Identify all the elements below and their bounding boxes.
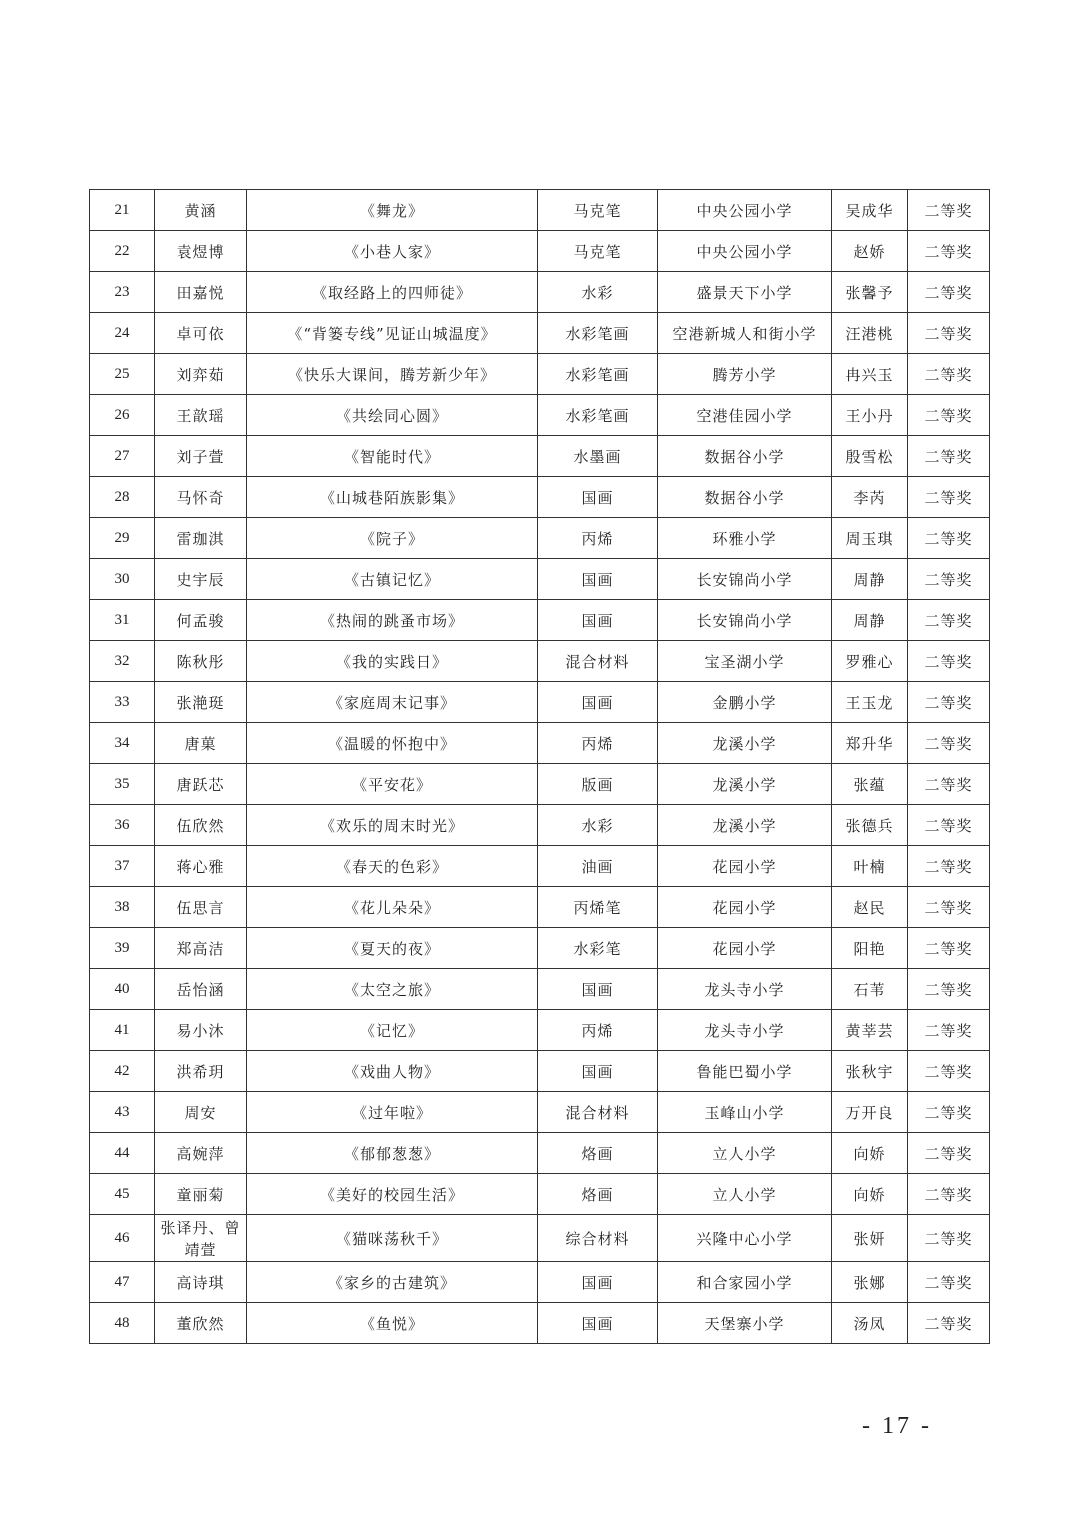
artwork-title: 《我的实践日》 [247, 641, 538, 682]
artwork-title: 《过年啦》 [247, 1092, 538, 1133]
art-medium: 水彩笔画 [538, 313, 658, 354]
school-name: 立人小学 [658, 1174, 832, 1215]
award-level: 二等奖 [908, 887, 990, 928]
table-row [90, 969, 990, 1010]
school-name: 鲁能巴蜀小学 [658, 1051, 832, 1092]
award-level: 二等奖 [908, 272, 990, 313]
student-name: 何孟骏 [155, 600, 247, 641]
table-row [90, 559, 990, 600]
entry-number: 41 [90, 1010, 155, 1051]
entry-number: 21 [90, 190, 155, 231]
award-level: 二等奖 [908, 395, 990, 436]
artwork-title: 《古镇记忆》 [247, 559, 538, 600]
art-medium: 水彩笔 [538, 928, 658, 969]
teacher-name: 张蕴 [832, 764, 908, 805]
entry-number: 23 [90, 272, 155, 313]
artwork-title: 《“背篓专线”见证山城温度》 [247, 313, 538, 354]
artwork-title: 《郁郁葱葱》 [247, 1133, 538, 1174]
table-row [90, 723, 990, 764]
art-medium: 国画 [538, 600, 658, 641]
teacher-name: 李芮 [832, 477, 908, 518]
school-name: 盛景天下小学 [658, 272, 832, 313]
teacher-name: 阳艳 [832, 928, 908, 969]
award-level: 二等奖 [908, 518, 990, 559]
art-medium: 国画 [538, 682, 658, 723]
artwork-title: 《夏天的夜》 [247, 928, 538, 969]
award-level: 二等奖 [908, 1133, 990, 1174]
teacher-name: 赵娇 [832, 231, 908, 272]
school-name: 龙头寺小学 [658, 969, 832, 1010]
table-row [90, 1262, 990, 1303]
entry-number: 39 [90, 928, 155, 969]
teacher-name: 张娜 [832, 1262, 908, 1303]
school-name: 龙头寺小学 [658, 1010, 832, 1051]
artwork-title: 《院子》 [247, 518, 538, 559]
art-medium: 丙烯 [538, 518, 658, 559]
student-name: 岳怡涵 [155, 969, 247, 1010]
school-name: 金鹏小学 [658, 682, 832, 723]
award-level: 二等奖 [908, 723, 990, 764]
award-level: 二等奖 [908, 190, 990, 231]
award-list-table [89, 189, 990, 1344]
table-row [90, 887, 990, 928]
award-level: 二等奖 [908, 1215, 990, 1262]
page-number: - 17 - [862, 1413, 932, 1439]
entry-number: 37 [90, 846, 155, 887]
entry-number: 28 [90, 477, 155, 518]
entry-number: 44 [90, 1133, 155, 1174]
artwork-title: 《戏曲人物》 [247, 1051, 538, 1092]
entry-number: 31 [90, 600, 155, 641]
art-medium: 综合材料 [538, 1215, 658, 1262]
teacher-name: 冉兴玉 [832, 354, 908, 395]
teacher-name: 王小丹 [832, 395, 908, 436]
artwork-title: 《猫咪荡秋千》 [247, 1215, 538, 1262]
student-name: 高婉萍 [155, 1133, 247, 1174]
award-level: 二等奖 [908, 1174, 990, 1215]
school-name: 玉峰山小学 [658, 1092, 832, 1133]
entry-number: 30 [90, 559, 155, 600]
table-row [90, 1303, 990, 1344]
table-row [90, 190, 990, 231]
art-medium: 国画 [538, 477, 658, 518]
art-medium: 烙画 [538, 1174, 658, 1215]
school-name: 兴隆中心小学 [658, 1215, 832, 1262]
table-row [90, 1215, 990, 1262]
student-name: 史宇辰 [155, 559, 247, 600]
entry-number: 27 [90, 436, 155, 477]
table-row [90, 805, 990, 846]
teacher-name: 周静 [832, 559, 908, 600]
student-name: 童丽菊 [155, 1174, 247, 1215]
teacher-name: 张妍 [832, 1215, 908, 1262]
award-level: 二等奖 [908, 764, 990, 805]
table-row [90, 1174, 990, 1215]
school-name: 宝圣湖小学 [658, 641, 832, 682]
school-name: 和合家园小学 [658, 1262, 832, 1303]
award-level: 二等奖 [908, 805, 990, 846]
student-name: 田嘉悦 [155, 272, 247, 313]
school-name: 花园小学 [658, 887, 832, 928]
art-medium: 国画 [538, 1051, 658, 1092]
table-row [90, 682, 990, 723]
school-name: 数据谷小学 [658, 477, 832, 518]
art-medium: 国画 [538, 1303, 658, 1344]
school-name: 花园小学 [658, 928, 832, 969]
entry-number: 33 [90, 682, 155, 723]
artwork-title: 《鱼悦》 [247, 1303, 538, 1344]
student-name: 郑高洁 [155, 928, 247, 969]
art-medium: 版画 [538, 764, 658, 805]
table-row [90, 1051, 990, 1092]
school-name: 花园小学 [658, 846, 832, 887]
school-name: 中央公园小学 [658, 190, 832, 231]
teacher-name: 万开良 [832, 1092, 908, 1133]
teacher-name: 张馨予 [832, 272, 908, 313]
artwork-title: 《美好的校园生活》 [247, 1174, 538, 1215]
teacher-name: 石苇 [832, 969, 908, 1010]
entry-number: 38 [90, 887, 155, 928]
artwork-title: 《快乐大课间，腾芳新少年》 [247, 354, 538, 395]
art-medium: 丙烯笔 [538, 887, 658, 928]
student-name: 刘子萱 [155, 436, 247, 477]
artwork-title: 《春天的色彩》 [247, 846, 538, 887]
teacher-name: 殷雪松 [832, 436, 908, 477]
art-medium: 丙烯 [538, 723, 658, 764]
entry-number: 22 [90, 231, 155, 272]
student-name: 唐跃芯 [155, 764, 247, 805]
school-name: 龙溪小学 [658, 805, 832, 846]
award-level: 二等奖 [908, 1051, 990, 1092]
teacher-name: 汪港桃 [832, 313, 908, 354]
teacher-name: 罗雅心 [832, 641, 908, 682]
artwork-title: 《平安花》 [247, 764, 538, 805]
entry-number: 42 [90, 1051, 155, 1092]
award-level: 二等奖 [908, 231, 990, 272]
table-row [90, 436, 990, 477]
school-name: 天堡寨小学 [658, 1303, 832, 1344]
table-row [90, 395, 990, 436]
art-medium: 水彩 [538, 272, 658, 313]
student-name: 黄涵 [155, 190, 247, 231]
artwork-title: 《温暖的怀抱中》 [247, 723, 538, 764]
art-medium: 混合材料 [538, 641, 658, 682]
student-name: 唐菓 [155, 723, 247, 764]
teacher-name: 张德兵 [832, 805, 908, 846]
art-medium: 水彩 [538, 805, 658, 846]
art-medium: 烙画 [538, 1133, 658, 1174]
table-row [90, 928, 990, 969]
award-level: 二等奖 [908, 436, 990, 477]
student-name: 洪希玥 [155, 1051, 247, 1092]
entry-number: 43 [90, 1092, 155, 1133]
table-row [90, 1010, 990, 1051]
teacher-name: 周静 [832, 600, 908, 641]
student-name: 王歆瑶 [155, 395, 247, 436]
award-level: 二等奖 [908, 477, 990, 518]
teacher-name: 向娇 [832, 1133, 908, 1174]
art-medium: 油画 [538, 846, 658, 887]
student-name: 董欣然 [155, 1303, 247, 1344]
award-level: 二等奖 [908, 1092, 990, 1133]
school-name: 立人小学 [658, 1133, 832, 1174]
artwork-title: 《热闹的跳蚤市场》 [247, 600, 538, 641]
entry-number: 40 [90, 969, 155, 1010]
school-name: 长安锦尚小学 [658, 600, 832, 641]
entry-number: 29 [90, 518, 155, 559]
entry-number: 24 [90, 313, 155, 354]
award-level: 二等奖 [908, 682, 990, 723]
student-name: 伍欣然 [155, 805, 247, 846]
entry-number: 26 [90, 395, 155, 436]
artwork-title: 《家乡的古建筑》 [247, 1262, 538, 1303]
table-row [90, 846, 990, 887]
entry-number: 48 [90, 1303, 155, 1344]
student-name: 陈秋彤 [155, 641, 247, 682]
art-medium: 马克笔 [538, 190, 658, 231]
award-level: 二等奖 [908, 928, 990, 969]
artwork-title: 《家庭周末记事》 [247, 682, 538, 723]
table-row [90, 231, 990, 272]
award-level: 二等奖 [908, 1262, 990, 1303]
table-row [90, 518, 990, 559]
student-name: 蒋心雅 [155, 846, 247, 887]
student-name: 张滟珽 [155, 682, 247, 723]
award-level: 二等奖 [908, 1303, 990, 1344]
teacher-name: 郑升华 [832, 723, 908, 764]
school-name: 长安锦尚小学 [658, 559, 832, 600]
teacher-name: 张秋宇 [832, 1051, 908, 1092]
art-medium: 国画 [538, 969, 658, 1010]
table-row [90, 354, 990, 395]
artwork-title: 《欢乐的周末时光》 [247, 805, 538, 846]
school-name: 空港佳园小学 [658, 395, 832, 436]
table-row [90, 600, 990, 641]
artwork-title: 《取经路上的四师徒》 [247, 272, 538, 313]
entry-number: 35 [90, 764, 155, 805]
award-level: 二等奖 [908, 313, 990, 354]
student-name: 马怀奇 [155, 477, 247, 518]
student-name: 伍思言 [155, 887, 247, 928]
award-level: 二等奖 [908, 600, 990, 641]
student-name: 周安 [155, 1092, 247, 1133]
school-name: 环雅小学 [658, 518, 832, 559]
student-name: 卓可依 [155, 313, 247, 354]
school-name: 腾芳小学 [658, 354, 832, 395]
teacher-name: 向娇 [832, 1174, 908, 1215]
table-row [90, 313, 990, 354]
art-medium: 水墨画 [538, 436, 658, 477]
artwork-title: 《小巷人家》 [247, 231, 538, 272]
award-level: 二等奖 [908, 641, 990, 682]
award-level: 二等奖 [908, 559, 990, 600]
artwork-title: 《舞龙》 [247, 190, 538, 231]
art-medium: 国画 [538, 559, 658, 600]
student-name: 袁煜博 [155, 231, 247, 272]
artwork-title: 《花儿朵朵》 [247, 887, 538, 928]
art-medium: 丙烯 [538, 1010, 658, 1051]
teacher-name: 王玉龙 [832, 682, 908, 723]
table-body [90, 190, 990, 1344]
teacher-name: 吴成华 [832, 190, 908, 231]
artwork-title: 《山城巷陌族影集》 [247, 477, 538, 518]
entry-number: 47 [90, 1262, 155, 1303]
student-name: 刘弈茹 [155, 354, 247, 395]
award-level: 二等奖 [908, 846, 990, 887]
table-row [90, 477, 990, 518]
award-level: 二等奖 [908, 354, 990, 395]
school-name: 龙溪小学 [658, 723, 832, 764]
award-level: 二等奖 [908, 1010, 990, 1051]
entry-number: 46 [90, 1215, 155, 1262]
art-medium: 水彩笔画 [538, 395, 658, 436]
art-medium: 水彩笔画 [538, 354, 658, 395]
artwork-title: 《智能时代》 [247, 436, 538, 477]
table-row [90, 641, 990, 682]
table-row [90, 764, 990, 805]
school-name: 中央公园小学 [658, 231, 832, 272]
school-name: 龙溪小学 [658, 764, 832, 805]
teacher-name: 周玉琪 [832, 518, 908, 559]
school-name: 空港新城人和街小学 [658, 313, 832, 354]
teacher-name: 黄莘芸 [832, 1010, 908, 1051]
artwork-title: 《太空之旅》 [247, 969, 538, 1010]
student-name: 高诗琪 [155, 1262, 247, 1303]
table-row [90, 1133, 990, 1174]
entry-number: 32 [90, 641, 155, 682]
entry-number: 45 [90, 1174, 155, 1215]
teacher-name: 叶楠 [832, 846, 908, 887]
student-name: 张译丹、曾靖萱 [155, 1215, 247, 1262]
award-level: 二等奖 [908, 969, 990, 1010]
art-medium: 混合材料 [538, 1092, 658, 1133]
artwork-title: 《共绘同心圆》 [247, 395, 538, 436]
art-medium: 国画 [538, 1262, 658, 1303]
entry-number: 36 [90, 805, 155, 846]
entry-number: 25 [90, 354, 155, 395]
school-name: 数据谷小学 [658, 436, 832, 477]
table-row [90, 272, 990, 313]
entry-number: 34 [90, 723, 155, 764]
student-name: 易小沐 [155, 1010, 247, 1051]
teacher-name: 赵民 [832, 887, 908, 928]
art-medium: 马克笔 [538, 231, 658, 272]
teacher-name: 汤凤 [832, 1303, 908, 1344]
table-row [90, 1092, 990, 1133]
artwork-title: 《记忆》 [247, 1010, 538, 1051]
student-name: 雷珈淇 [155, 518, 247, 559]
